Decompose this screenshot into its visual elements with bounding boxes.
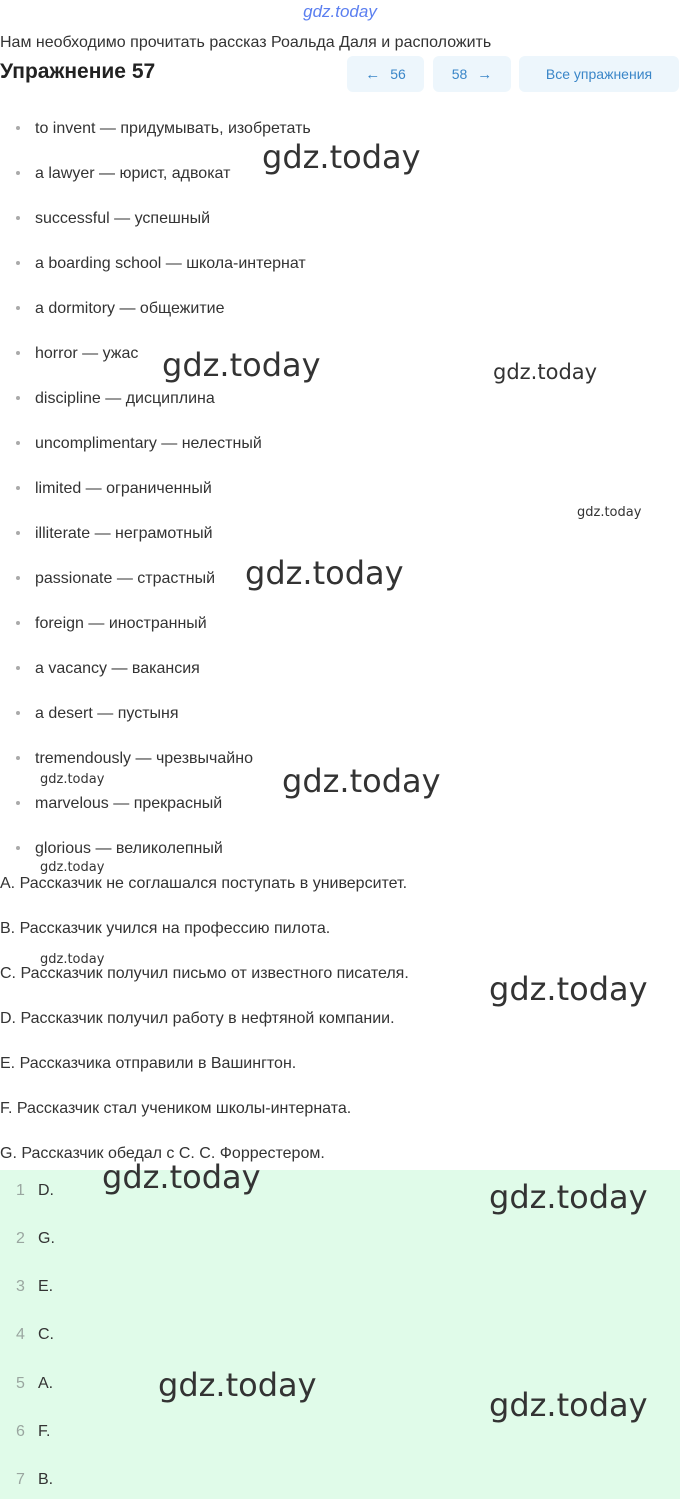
- prev-exercise-label: 56: [390, 66, 406, 82]
- watermark: gdz.today: [40, 772, 105, 787]
- all-exercises-button[interactable]: [519, 56, 679, 92]
- vocab-text: marvelous — прекрасный: [35, 795, 223, 812]
- vocab-text: limited — ограниченный: [35, 480, 212, 497]
- answer-number: 4: [16, 1326, 25, 1343]
- answer-value: C.: [38, 1326, 54, 1343]
- list-item: [0, 288, 311, 333]
- answer-number: 6: [16, 1423, 25, 1440]
- answer-block: [0, 1170, 680, 1499]
- vocab-text: tremendously — чрезвычайно: [35, 750, 253, 767]
- vocab-text: uncomplimentary — нелестный: [35, 435, 262, 452]
- vocab-text: a boarding school — школа-интернат: [35, 255, 306, 272]
- vocab-text: foreign — иностранный: [35, 615, 207, 632]
- bullet-icon: [16, 756, 20, 760]
- list-item: [0, 693, 311, 738]
- event-item: G. Рассказчик обедал с С. С. Форрестером.: [0, 1145, 325, 1162]
- watermark: gdz.today: [577, 505, 642, 520]
- vocab-text: successful — успешный: [35, 210, 211, 227]
- event-item: D. Рассказчик получил работу в нефтяной компании.: [0, 1010, 395, 1027]
- answer-value: F.: [38, 1423, 51, 1440]
- arrow-right-icon: →: [477, 65, 493, 83]
- bullet-icon: [16, 441, 20, 445]
- answer-number: 3: [16, 1278, 25, 1295]
- watermark: gdz.today: [40, 860, 105, 875]
- exercise-intro: Нам необходимо прочитать рассказ Роальда Даля и расположить: [0, 34, 492, 51]
- bullet-icon: [16, 846, 20, 850]
- bullet-icon: [16, 126, 20, 130]
- watermark: gdz.today: [262, 138, 421, 176]
- list-item: [0, 423, 311, 468]
- watermark: gdz.today: [102, 1158, 261, 1196]
- watermark: gdz.today: [40, 952, 105, 967]
- answer-value: G.: [38, 1230, 55, 1247]
- vocab-text: illiterate — неграмотный: [35, 525, 213, 542]
- bullet-icon: [16, 576, 20, 580]
- site-logo[interactable]: gdz.today: [303, 2, 377, 21]
- vocab-text: glorious — великолепный: [35, 840, 223, 857]
- bullet-icon: [16, 531, 20, 535]
- answer-value: E.: [38, 1278, 54, 1295]
- page-title: Упражнение 57: [0, 60, 156, 83]
- bullet-icon: [16, 351, 20, 355]
- watermark: gdz.today: [282, 762, 441, 800]
- bullet-icon: [16, 396, 20, 400]
- answer-number: 2: [16, 1230, 25, 1247]
- list-item: [0, 378, 311, 423]
- next-exercise-label: 58: [451, 66, 468, 82]
- bullet-icon: [16, 171, 20, 175]
- watermark: gdz.today: [493, 360, 598, 384]
- list-item: [0, 468, 311, 513]
- vocab-text: to invent — придумывать, изобретать: [35, 120, 311, 137]
- list-item: [0, 243, 311, 288]
- vocabulary-list: [0, 108, 311, 873]
- answer-value: B.: [38, 1471, 54, 1488]
- next-exercise-button[interactable]: [433, 56, 511, 92]
- vocab-text: a dormitory — общежитие: [35, 300, 225, 317]
- watermark: gdz.today: [162, 346, 321, 384]
- answer-number: 1: [16, 1182, 25, 1199]
- list-item: [0, 648, 311, 693]
- bullet-icon: [16, 261, 20, 265]
- event-item: E. Рассказчика отправили в Вашингтон.: [0, 1055, 297, 1072]
- vocab-text: horror — ужас: [35, 345, 139, 362]
- prev-exercise-button[interactable]: [347, 56, 424, 92]
- vocab-text: passionate — страстный: [35, 570, 216, 587]
- bullet-icon: [16, 486, 20, 490]
- all-exercises-label: Все упражнения: [545, 66, 653, 82]
- vocab-text: a vacancy — вакансия: [35, 660, 200, 677]
- event-item: C. Рассказчик получил письмо от известного писателя.: [0, 965, 409, 982]
- list-item: [0, 783, 311, 828]
- bullet-icon: [16, 621, 20, 625]
- list-item: [0, 513, 311, 558]
- watermark: gdz.today: [158, 1366, 317, 1404]
- arrow-left-icon: ←: [365, 65, 381, 83]
- list-item: [0, 603, 311, 648]
- event-item: A. Рассказчик не соглашался поступать в университет.: [0, 875, 408, 892]
- event-item: F. Рассказчик стал учеником школы-интерната.: [0, 1100, 352, 1117]
- watermark: gdz.today: [489, 1178, 648, 1216]
- events-list: [0, 864, 409, 1179]
- answer-number: 7: [16, 1471, 25, 1488]
- watermark: gdz.today: [489, 970, 648, 1008]
- vocab-text: a lawyer — юрист, адвокат: [35, 165, 231, 182]
- answer-value: D.: [38, 1182, 54, 1199]
- bullet-icon: [16, 306, 20, 310]
- watermark: gdz.today: [245, 554, 404, 592]
- bullet-icon: [16, 801, 20, 805]
- bullet-icon: [16, 666, 20, 670]
- vocab-text: a desert — пустыня: [35, 705, 179, 722]
- list-item: [0, 198, 311, 243]
- vocab-text: discipline — дисциплина: [35, 390, 215, 407]
- watermark: gdz.today: [489, 1386, 648, 1424]
- bullet-icon: [16, 216, 20, 220]
- bullet-icon: [16, 711, 20, 715]
- answer-value: A.: [38, 1375, 54, 1392]
- event-item: B. Рассказчик учился на профессию пилота.: [0, 920, 331, 937]
- answer-number: 5: [16, 1375, 25, 1392]
